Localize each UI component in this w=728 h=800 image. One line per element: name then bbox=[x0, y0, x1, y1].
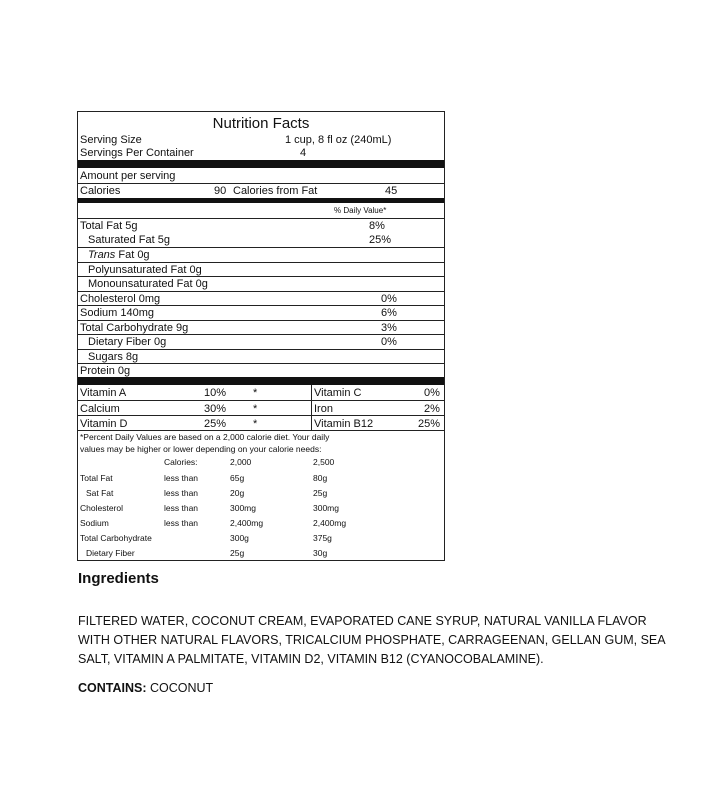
vitamin-separator: * bbox=[253, 387, 258, 399]
ref-c2: 25g bbox=[313, 488, 328, 498]
vitamin-separator: * bbox=[253, 418, 258, 430]
ref-name: Cholesterol bbox=[80, 503, 123, 513]
label-title: Nutrition Facts bbox=[212, 115, 310, 132]
nutrient-row bbox=[78, 305, 444, 320]
nutrient-name: Polyunsaturated Fat 0g bbox=[88, 263, 202, 276]
footnote-line-1: *Percent Daily Values are based on a 2,000 calorie diet. Your daily bbox=[80, 432, 330, 442]
ref-c1: 65g bbox=[230, 473, 245, 483]
ref-qual: less than bbox=[164, 488, 199, 498]
nutrient-name: Sugars 8g bbox=[88, 350, 139, 363]
vitamin-value: 2% bbox=[424, 403, 440, 415]
ref-c2: 80g bbox=[313, 473, 328, 483]
servings-label: Servings Per Container bbox=[80, 147, 194, 159]
amount-per-serving: Amount per serving bbox=[80, 170, 176, 182]
nutrient-dv: 3% bbox=[381, 321, 397, 334]
ref-c2: 375g bbox=[313, 533, 332, 543]
nutrient-row bbox=[78, 334, 444, 349]
ref-name: Total Carbohydrate bbox=[80, 533, 152, 543]
ref-c1: 2,400mg bbox=[230, 518, 264, 528]
servings-value: 4 bbox=[300, 147, 307, 159]
ref-qual: less than bbox=[164, 503, 199, 513]
nutrient-name: Total Carbohydrate 9g bbox=[80, 321, 189, 334]
nutrient-row bbox=[78, 218, 444, 233]
ref-c1: 20g bbox=[230, 488, 245, 498]
nutrient-dv: 6% bbox=[381, 307, 397, 319]
nutrient-name: Cholesterol 0mg bbox=[80, 292, 161, 305]
ref-qual: less than bbox=[164, 518, 199, 528]
footnote-divider bbox=[78, 430, 444, 431]
ref-name: Sodium bbox=[80, 518, 109, 528]
serving-size-value: 1 cup, 8 fl oz (240mL) bbox=[285, 134, 392, 146]
ref-c1: 300g bbox=[230, 533, 249, 543]
ingredients-title: Ingredients bbox=[78, 570, 159, 587]
vitamin-name: Calcium bbox=[80, 403, 120, 415]
calories-fat-label: Calories from Fat bbox=[233, 185, 318, 197]
calories-value: 90 bbox=[214, 185, 227, 197]
vitamin-name: Vitamin C bbox=[314, 387, 362, 399]
vitamin-name: Vitamin A bbox=[80, 387, 127, 399]
serving-size-label: Serving Size bbox=[80, 134, 142, 146]
nutrient-name: Total Fat 5g bbox=[80, 220, 138, 232]
nutrient-row bbox=[78, 291, 444, 306]
thick-divider-3 bbox=[78, 377, 444, 385]
vitamin-separator: * bbox=[253, 403, 258, 415]
ref-c2: 2,400mg bbox=[313, 518, 347, 528]
vitamin-name: Vitamin B12 bbox=[314, 418, 374, 430]
thick-divider-1 bbox=[78, 160, 444, 168]
ingredients-text bbox=[78, 612, 668, 669]
ref-name: Sat Fat bbox=[86, 488, 114, 498]
footnote-line-2: values may be higher or lower depending on your calorie needs: bbox=[80, 444, 322, 454]
calories-row bbox=[78, 183, 444, 197]
vitamin-value: 25% bbox=[418, 418, 441, 430]
nutrient-name: Dietary Fiber 0g bbox=[88, 336, 167, 348]
nutrient-name: Saturated Fat 5g bbox=[88, 234, 170, 246]
vitamin-row bbox=[78, 400, 444, 415]
nutrient-row bbox=[78, 233, 444, 248]
nutrient-dv: 8% bbox=[369, 220, 385, 232]
ref-name: Total Fat bbox=[80, 473, 113, 483]
trans-italic: Trans bbox=[88, 249, 116, 261]
vitamin-col-divider bbox=[311, 385, 312, 430]
nutrient-name: Protein 0g bbox=[80, 365, 131, 377]
nutrient-row bbox=[78, 349, 444, 364]
ref-col-2500: 2,500 bbox=[313, 457, 335, 467]
ref-qual: less than bbox=[164, 473, 199, 483]
vitamin-row bbox=[78, 415, 444, 430]
contains-label: CONTAINS: bbox=[78, 681, 147, 695]
ingredients-line: WITH OTHER NATURAL FLAVORS, TRICALCIUM PHOSPHATE, CARRAGEENAN, GELLAN GUM, SEA bbox=[78, 633, 666, 647]
vitamin-row bbox=[78, 385, 444, 400]
nutrient-name: Monounsaturated Fat 0g bbox=[88, 278, 208, 290]
calories-fat-value: 45 bbox=[385, 185, 398, 197]
nutrient-row bbox=[78, 320, 444, 335]
nutrient-row bbox=[78, 276, 444, 291]
nutrient-dv: 0% bbox=[381, 336, 397, 348]
nutrient-row bbox=[78, 363, 444, 378]
ingredients-line: FILTERED WATER, COCONUT CREAM, EVAPORATED CANE SYRUP, NATURAL VANILLA FLAVOR bbox=[78, 614, 647, 628]
nutrient-dv: 25% bbox=[369, 234, 392, 246]
nutrient-name-trans bbox=[88, 249, 150, 262]
nutrient-row bbox=[78, 247, 444, 262]
vitamin-name: Iron bbox=[314, 403, 333, 415]
ref-c2: 30g bbox=[313, 548, 328, 558]
contains-statement bbox=[78, 681, 213, 695]
ingredients-line: SALT, VITAMIN A PALMITATE, VITAMIN D2, VITAMIN B12 (CYANOCOBALAMINE). bbox=[78, 652, 544, 666]
trans-rest: Fat 0g bbox=[115, 249, 150, 261]
ref-calories-label: Calories: bbox=[164, 457, 198, 467]
ref-name: Dietary Fiber bbox=[86, 548, 135, 558]
vitamin-name: Vitamin D bbox=[80, 418, 128, 430]
ref-c2: 300mg bbox=[313, 503, 339, 513]
dv-header: % Daily Value* bbox=[334, 206, 387, 215]
nutrient-row bbox=[78, 262, 444, 277]
vitamin-value: 30% bbox=[204, 403, 227, 415]
nutrient-name: Sodium 140mg bbox=[80, 307, 154, 319]
ref-col-2000: 2,000 bbox=[230, 457, 252, 467]
contains-value: COCONUT bbox=[150, 681, 214, 695]
vitamin-value: 25% bbox=[204, 418, 227, 430]
thick-divider-2 bbox=[78, 198, 444, 203]
calories-label: Calories bbox=[80, 185, 121, 197]
ref-c1: 25g bbox=[230, 548, 245, 558]
vitamin-value: 10% bbox=[204, 387, 227, 399]
vitamin-value: 0% bbox=[424, 387, 440, 399]
ref-c1: 300mg bbox=[230, 503, 256, 513]
nutrition-facts-label bbox=[77, 111, 445, 561]
nutrient-dv: 0% bbox=[381, 292, 397, 305]
